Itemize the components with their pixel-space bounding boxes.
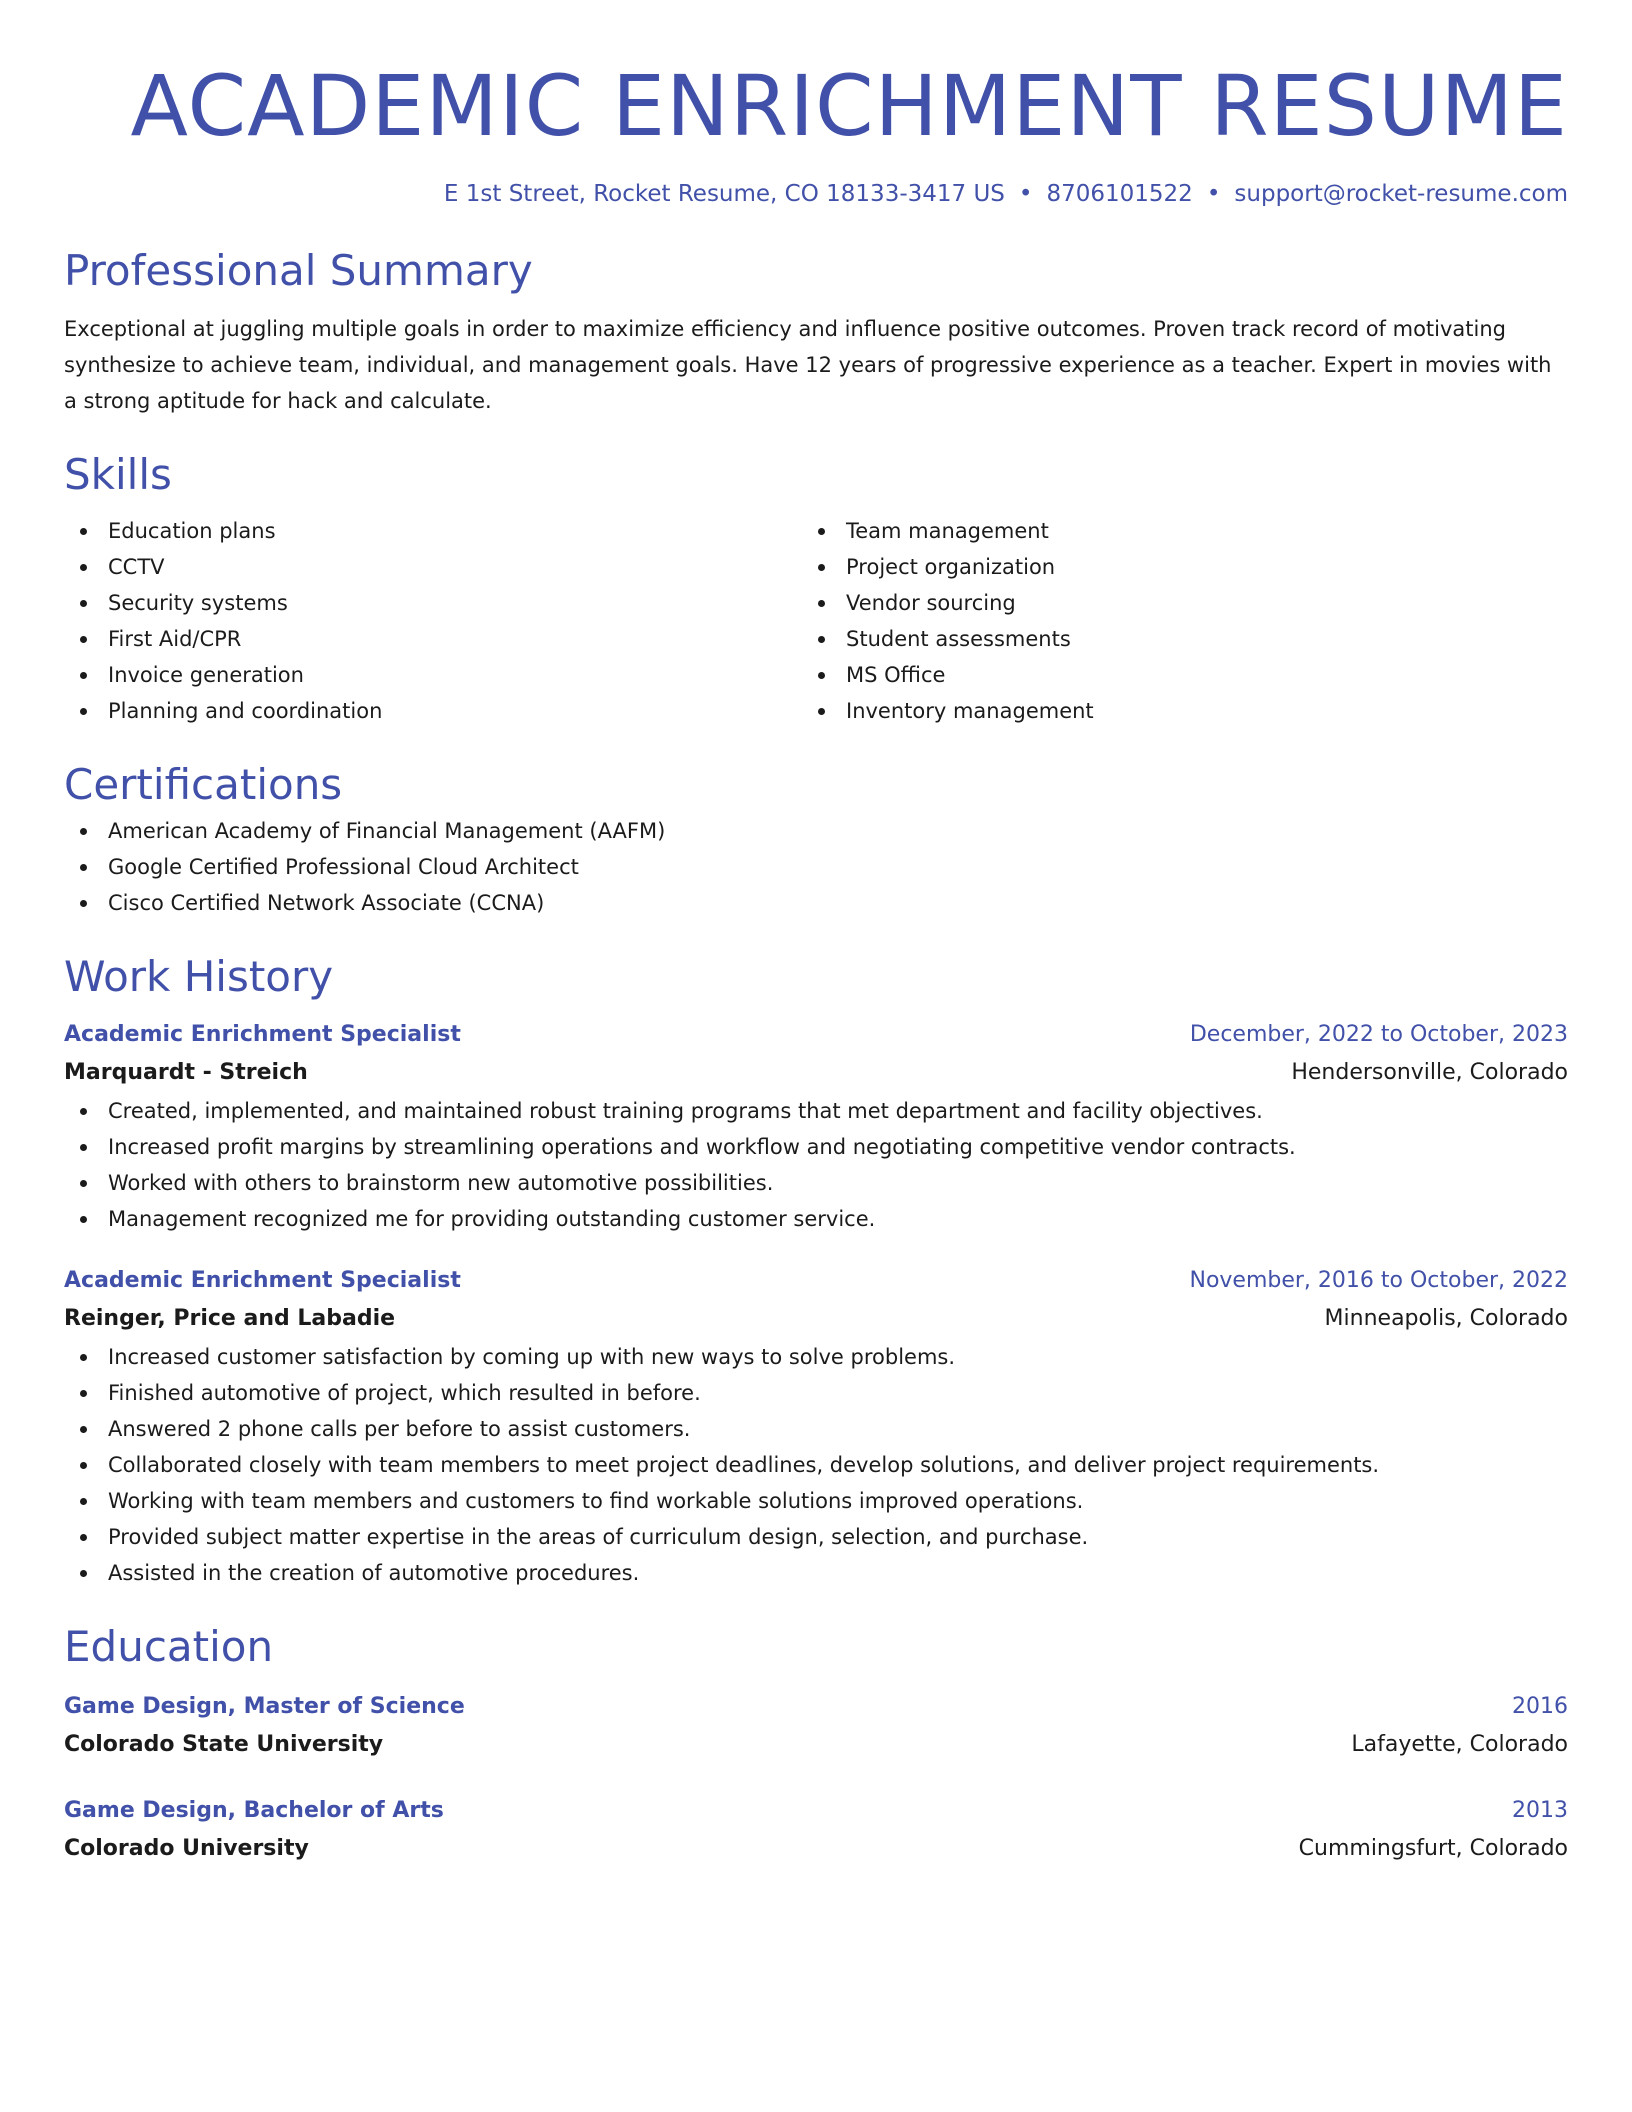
job-bullet: Created, implemented, and maintained robust training programs that met department and facility objectives. bbox=[64, 1093, 1568, 1129]
work-history-section bbox=[64, 949, 1568, 1591]
job-dates: November, 2016 to October, 2022 bbox=[1189, 1268, 1568, 1293]
contact-phone: 8706101522 bbox=[1046, 181, 1193, 207]
job-title-row bbox=[64, 1017, 1568, 1053]
contact-line bbox=[64, 178, 1568, 210]
degree-year: 2013 bbox=[1512, 1798, 1568, 1823]
job-bullets bbox=[64, 1093, 1568, 1237]
job-dates: December, 2022 to October, 2023 bbox=[1189, 1022, 1568, 1047]
skill-item: MS Office bbox=[802, 657, 1540, 693]
job-title: Academic Enrichment Specialist bbox=[64, 1268, 461, 1293]
job-bullets bbox=[64, 1339, 1568, 1591]
skills-list-left bbox=[64, 513, 802, 729]
skills-section bbox=[64, 447, 1568, 729]
job-title: Academic Enrichment Specialist bbox=[64, 1022, 461, 1047]
job-bullet: Working with team members and customers to find workable solutions improved operations. bbox=[64, 1483, 1568, 1519]
skills-heading: Skills bbox=[64, 450, 172, 499]
skill-item: Vendor sourcing bbox=[802, 585, 1540, 621]
skills-grid bbox=[64, 513, 1568, 729]
work-history-heading: Work History bbox=[64, 952, 334, 1001]
education-entry bbox=[64, 1689, 1568, 1765]
education-section bbox=[64, 1619, 1568, 1869]
job-bullet: Assisted in the creation of automotive procedures. bbox=[64, 1555, 1568, 1591]
degree-row bbox=[64, 1689, 1568, 1725]
job-location: Minneapolis, Colorado bbox=[1324, 1306, 1568, 1331]
certifications-list bbox=[64, 813, 1568, 921]
skill-item: Planning and coordination bbox=[64, 693, 802, 729]
skill-item: First Aid/CPR bbox=[64, 621, 802, 657]
job-bullet: Management recognized me for providing outstanding customer service. bbox=[64, 1201, 1568, 1237]
job-bullet: Worked with others to brainstorm new automotive possibilities. bbox=[64, 1165, 1568, 1201]
job-company-row bbox=[64, 1299, 1568, 1339]
contact-separator: • bbox=[1018, 181, 1033, 207]
skill-item: CCTV bbox=[64, 549, 802, 585]
degree-year: 2016 bbox=[1512, 1694, 1568, 1719]
education-heading: Education bbox=[64, 1622, 274, 1671]
job-bullet: Answered 2 phone calls per before to assist customers. bbox=[64, 1411, 1568, 1447]
skill-item: Student assessments bbox=[802, 621, 1540, 657]
summary-text: Exceptional at juggling multiple goals in order to maximize efficiency and influence positive outcomes. Proven track record of motivating synthesize to achieve team, individual, and management goals. Have 12 years of progressive experience as a teacher. Expert in movies with a strong aptitude for hack and calculate. bbox=[64, 317, 1552, 413]
skill-item: Inventory management bbox=[802, 693, 1540, 729]
summary-section bbox=[64, 243, 1568, 419]
school-row bbox=[64, 1725, 1568, 1765]
certification-item: American Academy of Financial Management (AAFM) bbox=[64, 813, 1568, 849]
degree-name: Game Design, Bachelor of Arts bbox=[64, 1798, 444, 1823]
job-bullet: Provided subject matter expertise in the areas of curriculum design, selection, and purchase. bbox=[64, 1519, 1568, 1555]
school-row bbox=[64, 1829, 1568, 1869]
job-location: Hendersonville, Colorado bbox=[1291, 1060, 1568, 1085]
skill-item: Invoice generation bbox=[64, 657, 802, 693]
job-entry bbox=[64, 1017, 1568, 1237]
job-company-row bbox=[64, 1053, 1568, 1093]
job-bullet: Increased profit margins by streamlining operations and workflow and negotiating competitive vendor contracts. bbox=[64, 1129, 1568, 1165]
skill-item: Project organization bbox=[802, 549, 1540, 585]
skills-list-right bbox=[802, 513, 1540, 729]
certifications-heading: Certifications bbox=[64, 760, 343, 809]
resume-title: ACADEMIC ENRICHMENT RESUME bbox=[130, 57, 1568, 155]
school-name: Colorado State University bbox=[64, 1732, 384, 1757]
certification-item: Google Certified Professional Cloud Architect bbox=[64, 849, 1568, 885]
job-entry bbox=[64, 1263, 1568, 1591]
skill-item: Education plans bbox=[64, 513, 802, 549]
degree-row bbox=[64, 1793, 1568, 1829]
education-entry bbox=[64, 1793, 1568, 1869]
resume-header bbox=[64, 54, 1568, 210]
school-location: Lafayette, Colorado bbox=[1351, 1732, 1568, 1757]
contact-separator: • bbox=[1206, 181, 1221, 207]
certification-item: Cisco Certified Network Associate (CCNA) bbox=[64, 885, 1568, 921]
job-bullet: Increased customer satisfaction by coming up with new ways to solve problems. bbox=[64, 1339, 1568, 1375]
certifications-section bbox=[64, 757, 1568, 921]
job-title-row bbox=[64, 1263, 1568, 1299]
school-location: Cummingsfurt, Colorado bbox=[1298, 1836, 1568, 1861]
school-name: Colorado University bbox=[64, 1836, 309, 1861]
contact-address: E 1st Street, Rocket Resume, CO 18133-3417 US bbox=[443, 181, 1005, 207]
skill-item: Team management bbox=[802, 513, 1540, 549]
job-bullet: Collaborated closely with team members to meet project deadlines, develop solutions, and deliver project requirements. bbox=[64, 1447, 1568, 1483]
job-company: Marquardt - Streich bbox=[64, 1060, 308, 1085]
degree-name: Game Design, Master of Science bbox=[64, 1694, 465, 1719]
skill-item: Security systems bbox=[64, 585, 802, 621]
contact-email: support@rocket-resume.com bbox=[1234, 181, 1568, 207]
job-bullet: Finished automotive of project, which resulted in before. bbox=[64, 1375, 1568, 1411]
summary-heading: Professional Summary bbox=[64, 246, 533, 295]
job-company: Reinger, Price and Labadie bbox=[64, 1306, 396, 1331]
